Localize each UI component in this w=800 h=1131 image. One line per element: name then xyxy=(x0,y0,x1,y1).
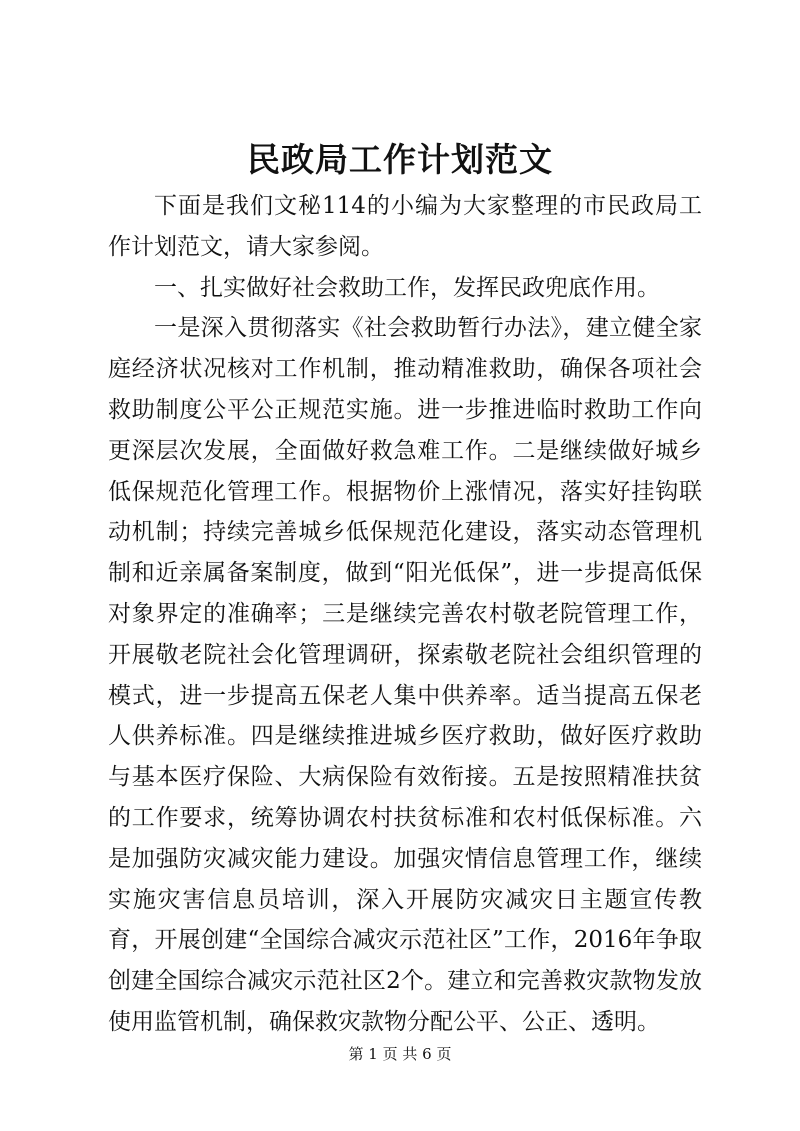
page-number-footer: 第 1 页 共 6 页 xyxy=(348,1045,452,1063)
document-title: 民政局工作计划范文 xyxy=(247,140,553,179)
section-heading-paragraph: 一、扎实做好社会救助工作，发挥民政兜底作用。 xyxy=(154,274,660,301)
document-body xyxy=(108,186,702,1043)
body-paragraph: 一是深入贯彻落实《社会救助暂行办法》，建立健全家庭经济状况核对工作机制，推动精准救助，确保各项社会救助制度公平公正规范实施。进一步推进临时救助工作向更深层次发展，全面做好救急难工作。二是继续做好城乡低保规范化管理工作。根据物价上涨情况，落实好挂钩联动机制；持续完善城乡低保规范化建设，落实动态管理机制和近亲属备案制度，做到“阳光低保”，进一步提高低保对象界定的准确率；三是继续完善农村敬老院管理工作，开展敬老院社会化管理调研，探索敬老院社会组织管理的模式，进一步提高五保老人集中供养率。适当提高五保老人供养标准。四是继续推进城乡医疗救助，做好医疗救助与基本医疗保险、大病保险有效衔接。五是按照精准扶贫的工作要求，统筹协调农村扶贫标准和农村低保标准。六是加强防灾减灾能力建设。加强灾情信息管理工作，继续实施灾害信息员培训，深入开展防灾减灾日主题宣传教育，开展创建“全国综合减灾示范社区”工作，2016年争取创建全国综合减灾示范社区2个。建立和完善救灾款物发放使用监管机制，确保救灾款物分配公平、公正、透明。 xyxy=(108,315,702,1035)
intro-paragraph: 下面是我们文秘114的小编为大家整理的市民政局工作计划范文，请大家参阅。 xyxy=(108,193,702,260)
